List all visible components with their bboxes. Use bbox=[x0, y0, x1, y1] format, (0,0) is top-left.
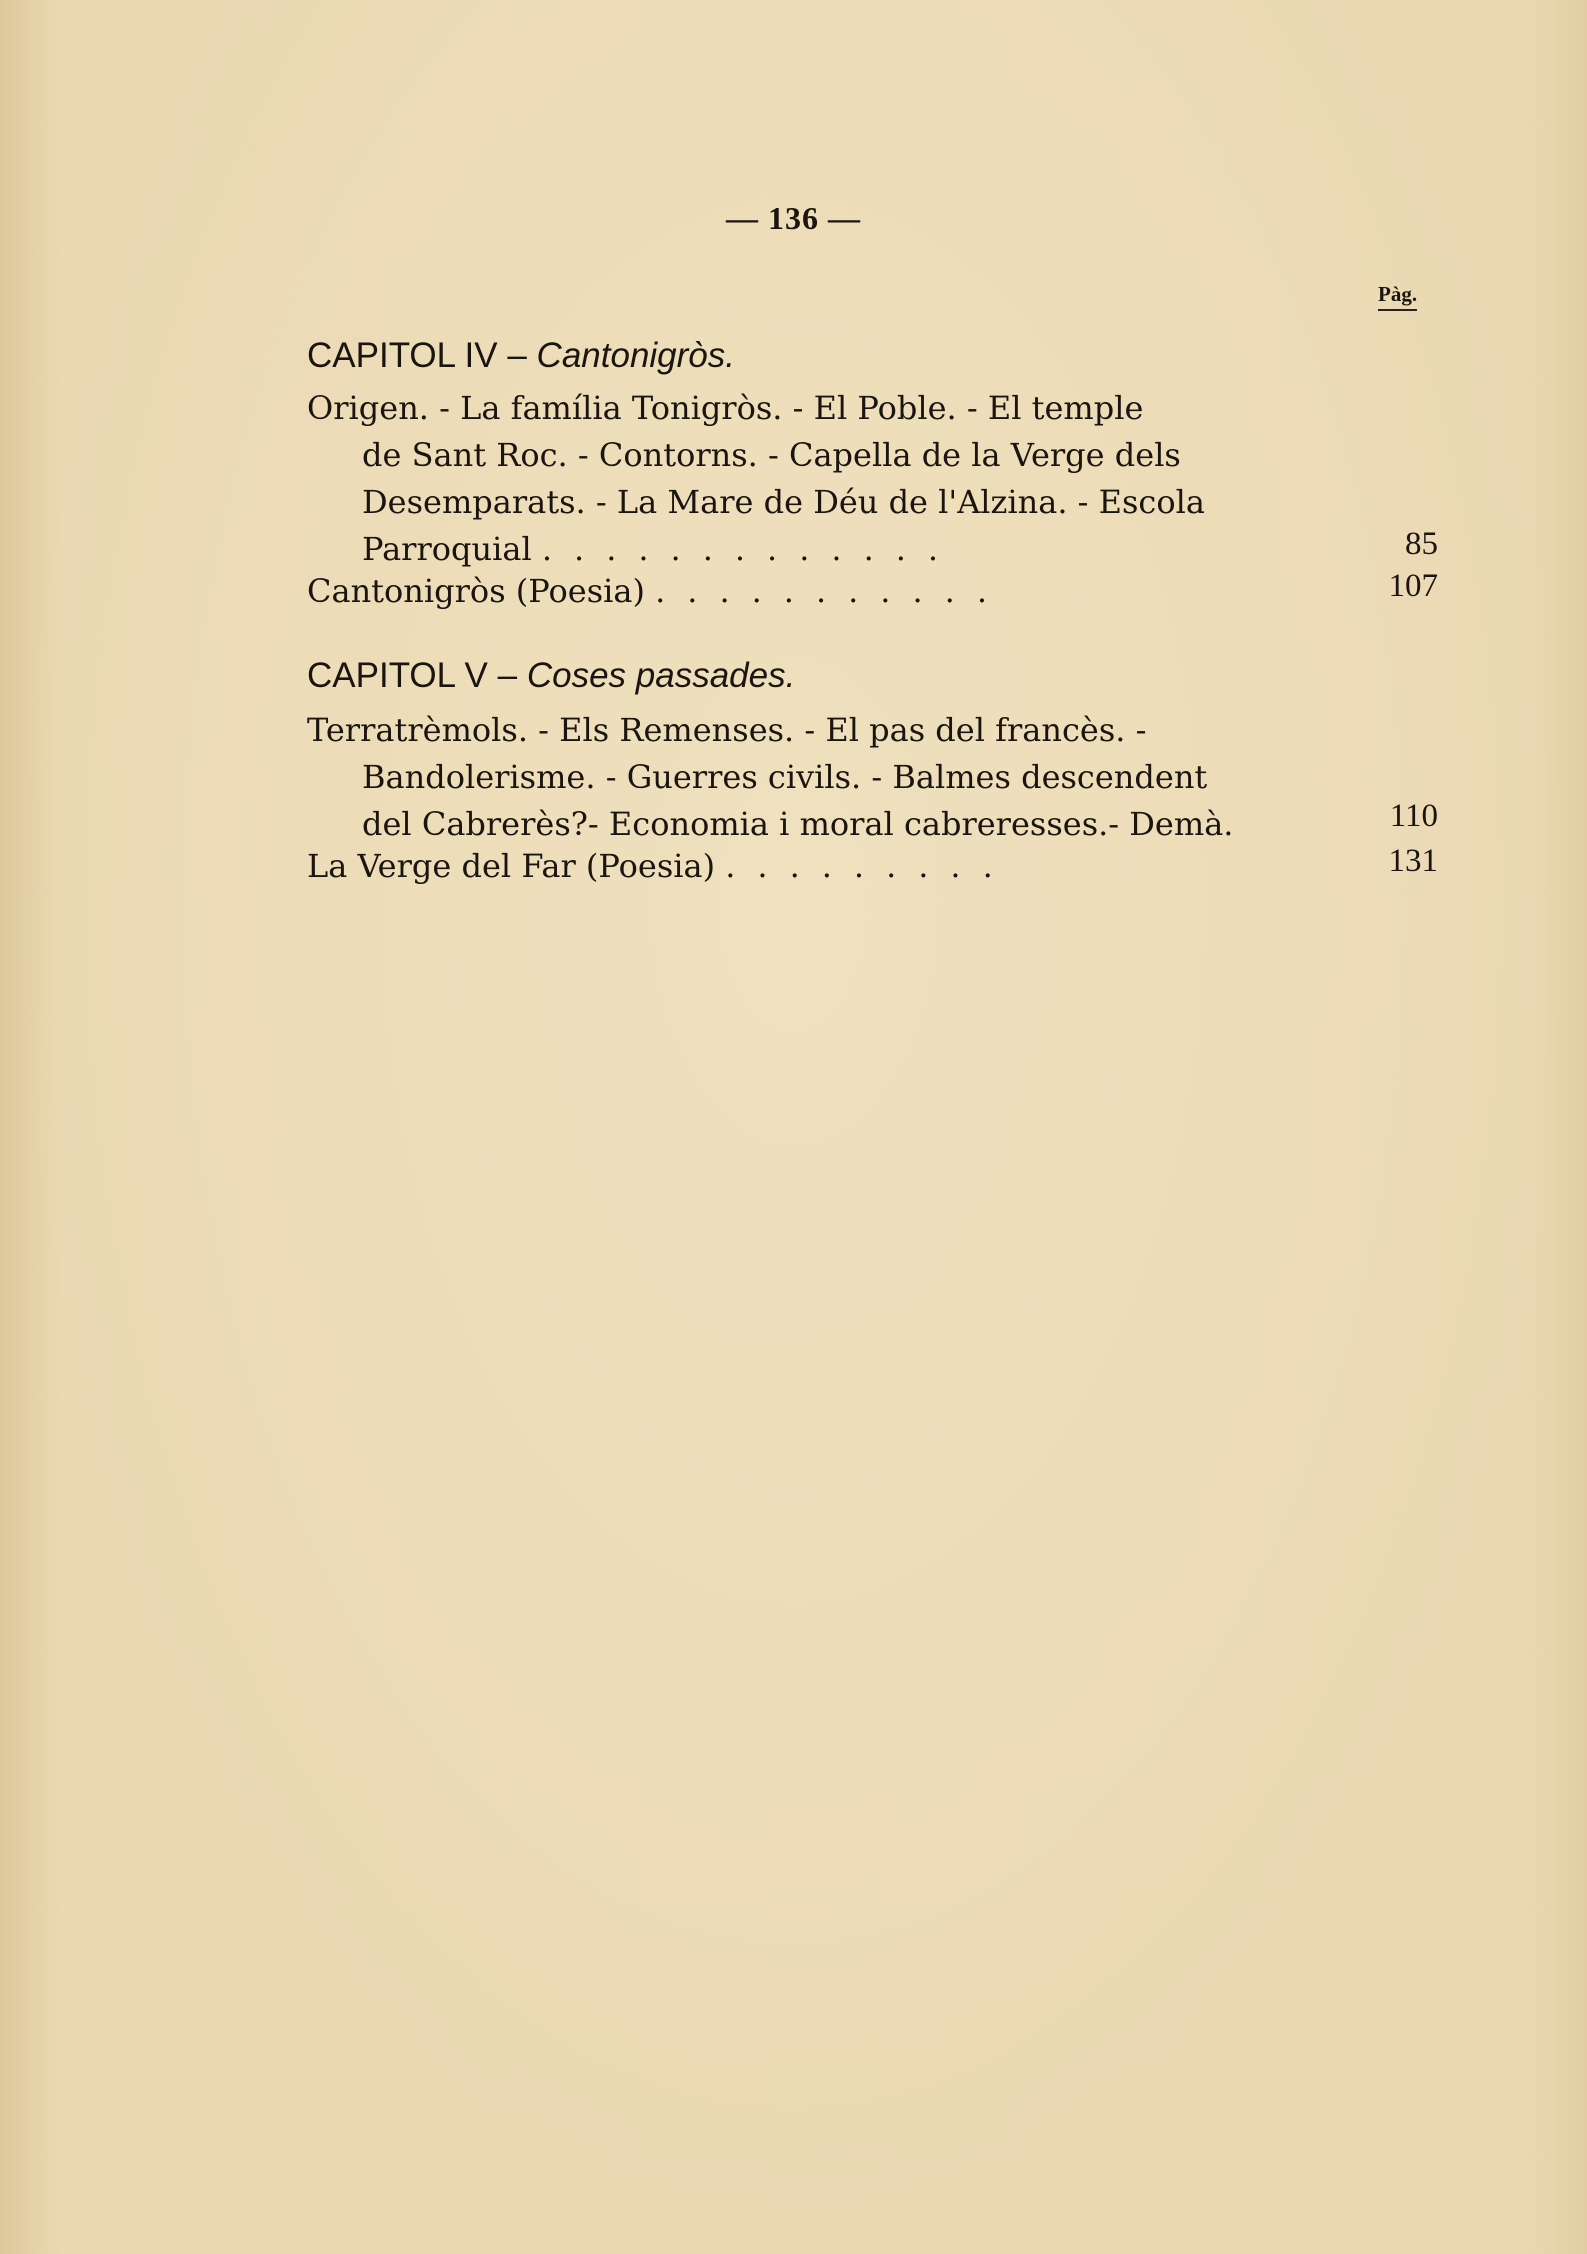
chapter-4-subtitle: Cantonigròs. bbox=[536, 336, 735, 375]
bleed-through-text bbox=[300, 930, 1450, 2030]
chapter-5-subtitle: Coses passades. bbox=[526, 656, 796, 695]
toc-entry-line: de Sant Roc. - Contorns. - Capella de la Verge dels bbox=[362, 436, 1181, 474]
toc-entry-terratremols bbox=[307, 707, 1277, 848]
chapter-5-label: CAPITOL V – bbox=[307, 656, 518, 695]
toc-entry-line: Terratrèmols. - Els Remenses. - El pas del francès. - bbox=[307, 711, 1147, 749]
chapter-4-title bbox=[307, 336, 735, 376]
chapter-4-label: CAPITOL IV – bbox=[307, 336, 527, 375]
page-column-header: Pàg. bbox=[1378, 282, 1417, 311]
toc-page-ref: 85 bbox=[1405, 526, 1438, 562]
toc-entry-line: Parroquial ............. bbox=[362, 530, 961, 568]
toc-page-ref: 131 bbox=[1388, 843, 1438, 879]
toc-entry-line: La Verge del Far (Poesia) ......... bbox=[307, 847, 1015, 885]
toc-page-ref: 107 bbox=[1388, 568, 1438, 604]
toc-entry-line: Cantonigròs (Poesia) ........... bbox=[307, 572, 1009, 610]
toc-entry-line: del Cabrerès?- Economia i moral cabreresses.- Demà. bbox=[362, 805, 1234, 843]
toc-entry-line: Bandolerisme. - Guerres civils. - Balmes descendent bbox=[362, 758, 1208, 796]
toc-entry-line: Origen. - La família Tonigròs. - El Poble. - El temple bbox=[307, 389, 1144, 427]
toc-entry-verge-del-far bbox=[307, 843, 1277, 890]
chapter-5-title bbox=[307, 656, 795, 696]
page-number: — 136 — bbox=[726, 200, 861, 236]
toc-entry-line: Desemparats. - La Mare de Déu de l'Alzina. - Escola bbox=[362, 483, 1205, 521]
toc-page-ref: 110 bbox=[1389, 798, 1438, 834]
toc-entry-origen bbox=[307, 385, 1277, 573]
toc-entry-cantonigros-poem bbox=[307, 568, 1277, 615]
